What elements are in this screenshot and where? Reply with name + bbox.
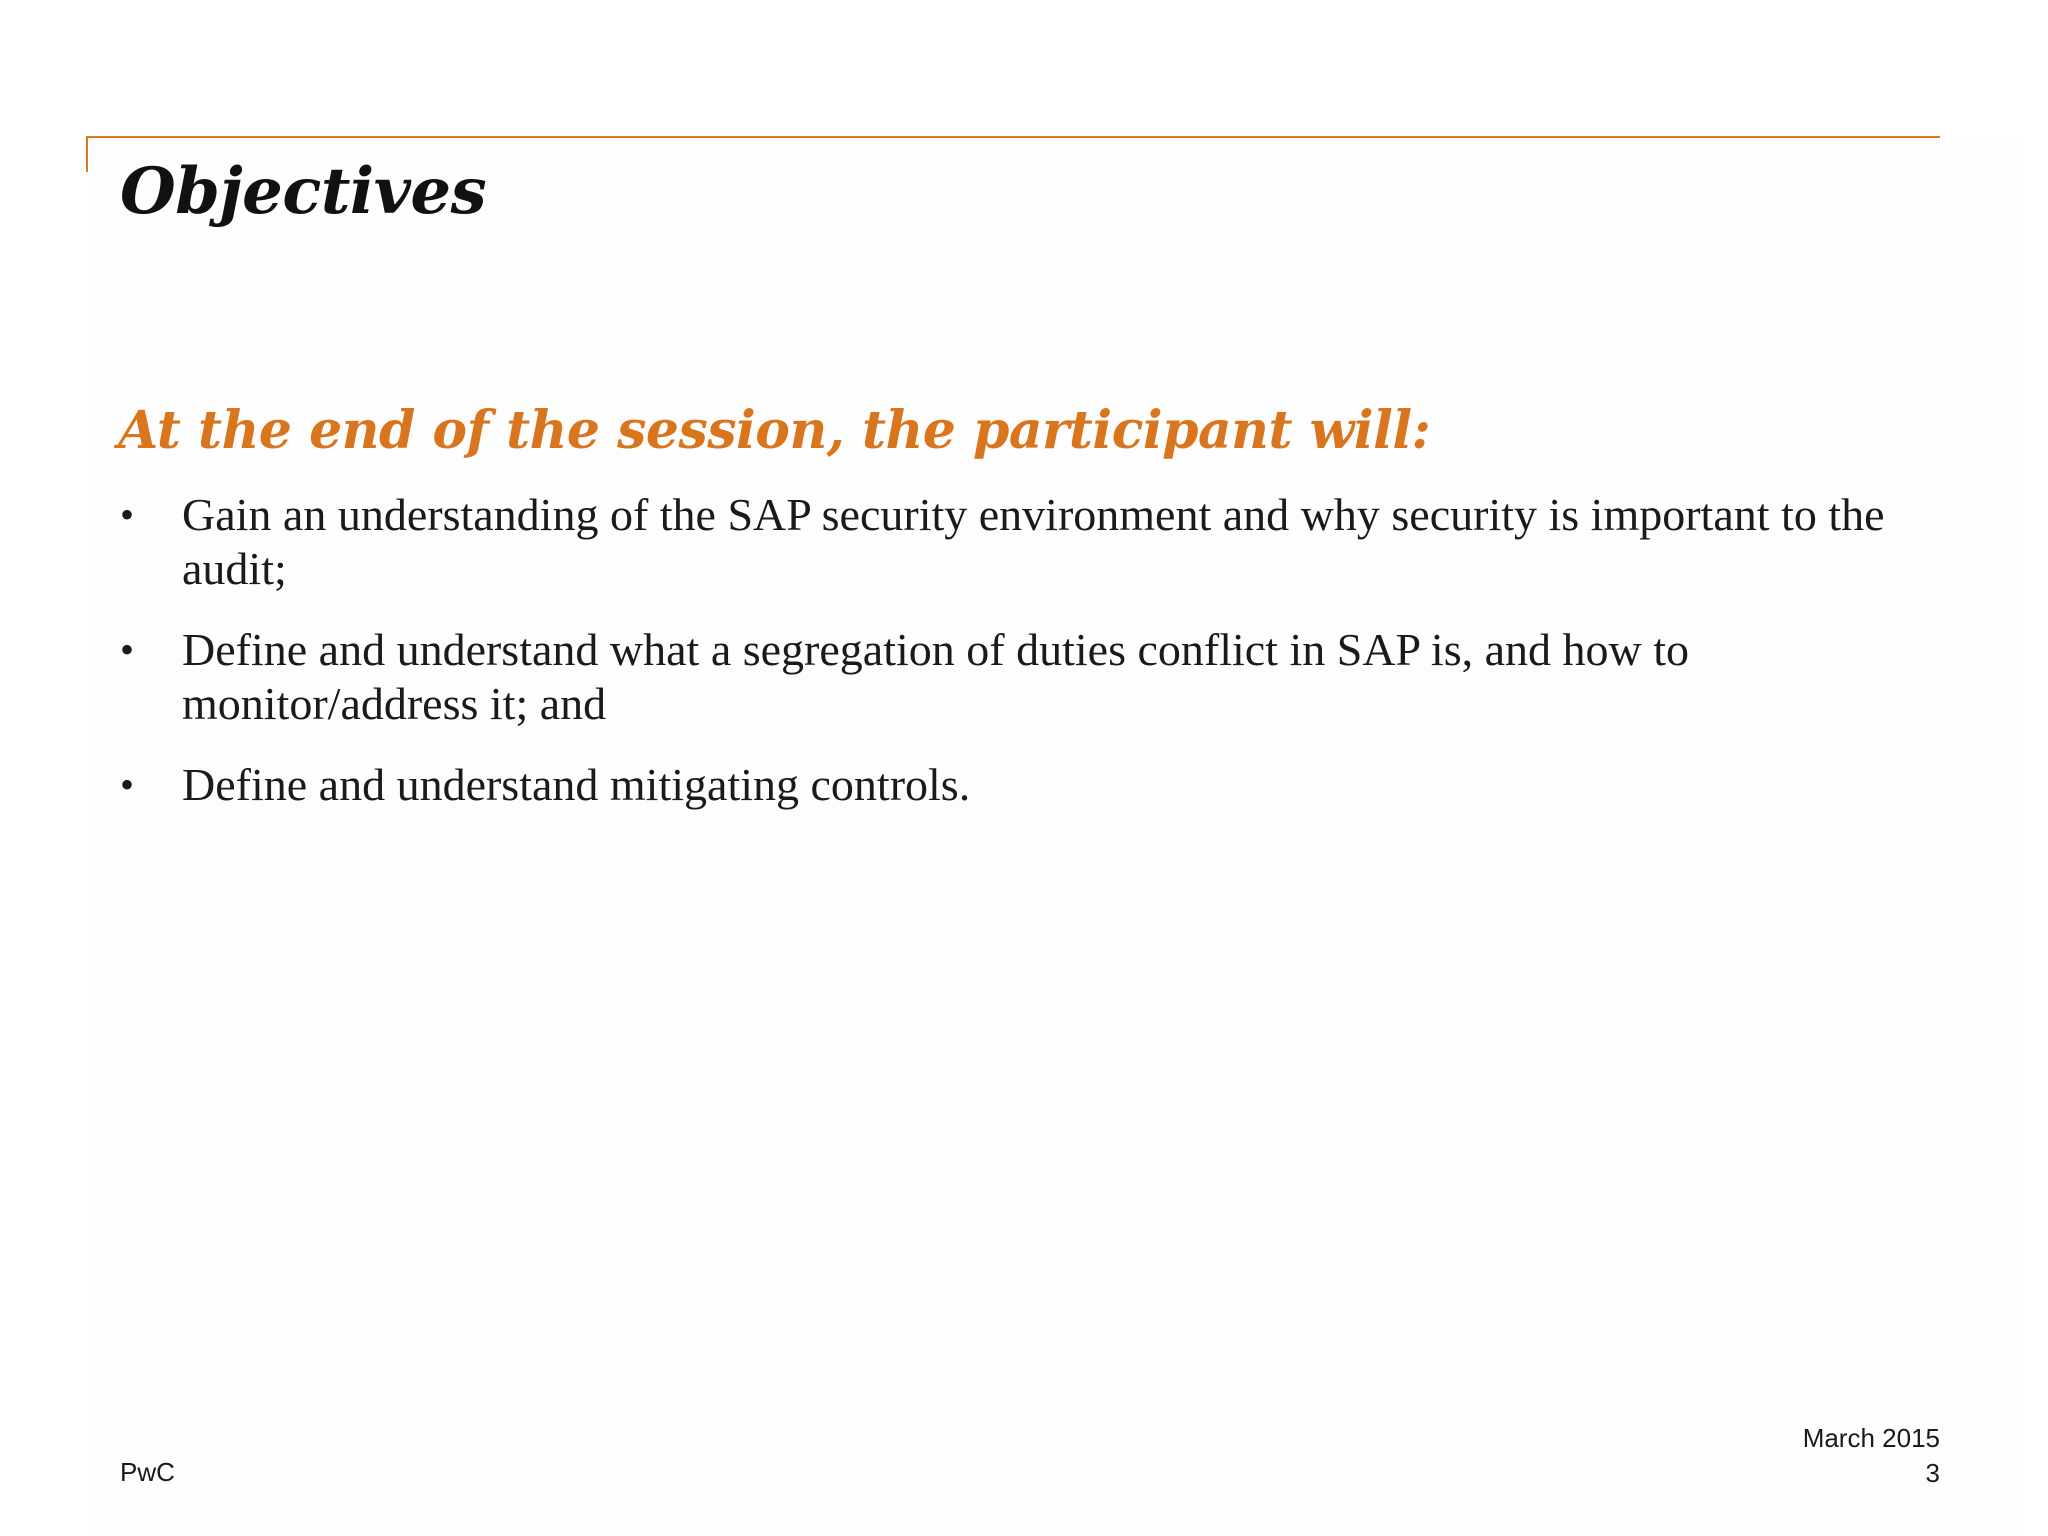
slide-subtitle: At the end of the session, the participant will: — [118, 400, 1431, 461]
footer-brand: PwC — [120, 1457, 175, 1487]
footer-date: March 2015 — [1802, 1423, 1940, 1453]
bullet-icon: • — [120, 627, 135, 672]
header-rule — [86, 136, 1940, 138]
objective-text: Define and understand mitigating controls. — [182, 759, 971, 810]
bullet-icon: • — [120, 762, 135, 807]
objective-text: Define and understand what a segregation of duties conflict in SAP is, and how to monitor/address it; and — [182, 624, 1690, 729]
slide-title: Objectives — [120, 154, 487, 229]
header-rule-corner — [86, 136, 88, 172]
objective-item — [120, 623, 1940, 731]
objective-text: Gain an understanding of the SAP security environment and why security is important to the audit; — [182, 489, 1885, 594]
footer-meta — [1803, 1421, 1940, 1491]
bullet-icon: • — [120, 492, 135, 537]
objective-item — [120, 758, 1940, 812]
objectives-list — [120, 488, 1940, 839]
objective-item — [120, 488, 1940, 596]
page-number: 3 — [1925, 1458, 1940, 1488]
